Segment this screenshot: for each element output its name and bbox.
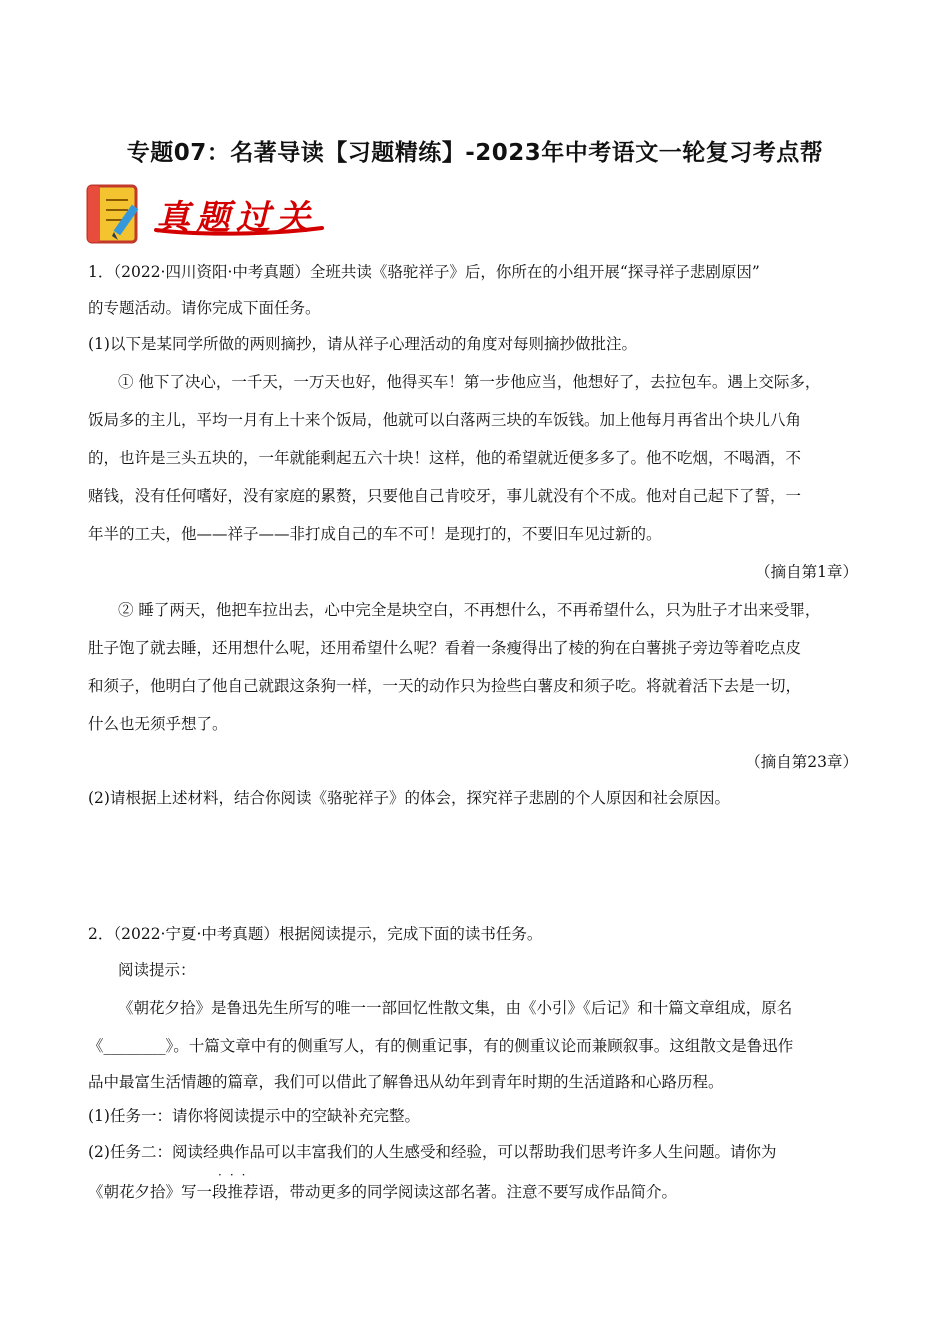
excerpt-line: 的，也许是三头五块的，一年就能剩起五六十块！这样，他的希望就近便多多了。他不吃烟，不喝酒，不 [88, 449, 802, 467]
hint-line: 品中最富生活情趣的篇章，我们可以借此了解鲁迅从幼年到青年时期的生活道路和心路历程。 [88, 1073, 724, 1091]
hint-label: 阅读提示： [118, 961, 196, 979]
hint-line: 《________》。十篇文章中有的侧重写人，有的侧重记事，有的侧重议论而兼顾叙事。这组散文是鲁迅作 [88, 1037, 794, 1055]
q1-task2: (2)请根据上述材料，结合你阅读《骆驼祥子》的体会，探究祥子悲剧的个人原因和社会原因。 [88, 789, 730, 807]
excerpt-line: 肚子饱了就去睡，还用想什么呢，还用希望什么呢？看着一条瘦得出了棱的狗在白薯挑子旁边等着吃点皮 [88, 639, 802, 657]
excerpt-line: 饭局多的主儿，平均一月有上十来个饭局，他就可以白落两三块的车饭钱。加上他每月再省出个块儿八角 [88, 411, 802, 429]
section-banner [86, 184, 326, 246]
q2-task1: (1)任务一：请你将阅读提示中的空缺补充完整。 [88, 1107, 420, 1125]
q1-intro: 1．（2022·四川资阳·中考真题）全班共读《骆驼祥子》后，你所在的小组开展“探寻祥子悲剧原因” [88, 263, 760, 281]
hint-line: 《朝花夕拾》是鲁迅先生所写的唯一一部回忆性散文集，由《小引》《后记》和十篇文章组成，原名 [118, 999, 793, 1017]
excerpt-line: 年半的工夫，他——祥子——非打成自己的车不可！是现打的，不要旧车见过新的。 [88, 525, 662, 543]
q1-intro: 的专题活动。请你完成下面任务。 [88, 299, 321, 317]
excerpt-line: ① 他下了决心，一千天，一万天也好，他得买车！第一步他应当，他想好了，去拉包车。遇上交际多， [118, 373, 821, 391]
excerpt-line: 和须子，他明白了他自己就跟这条狗一样，一天的动作只为捡些白薯皮和须子吃。将就着活下去是一切， [88, 677, 802, 695]
banner-text: 真题过关 [156, 198, 316, 238]
excerpt-line: 赌钱，没有任何嗜好，没有家庭的累赘，只要他自己肯咬牙，事儿就没有个不成。他对自己起下了誓，一 [88, 487, 802, 505]
excerpt-source: （摘自第23章） [745, 753, 858, 771]
excerpt-line: ② 睡了两天，他把车拉出去，心中完全是块空白，不再想什么，不再希望什么，只为肚子才出来受罪， [118, 601, 821, 619]
excerpt-line: 什么也无须乎想了。 [88, 715, 228, 733]
emphasis-marks: ··· [218, 1168, 254, 1182]
q1-task1: (1)以下是某同学所做的两则摘抄，请从祥子心理活动的角度对每则摘抄做批注。 [88, 335, 637, 353]
q2-task2: 《朝花夕拾》写一段推荐语，带动更多的同学阅读这部名著。注意不要写成作品简介。 [88, 1183, 678, 1201]
page-title: 专题07：名著导读【习题精练】-2023年中考语文一轮复习考点帮 [126, 140, 824, 166]
excerpt-source: （摘自第1章） [755, 563, 858, 581]
q2-task2: (2)任务二：阅读经典作品可以丰富我们的人生感受和经验，可以帮助我们思考许多人生问题。请你为 [88, 1143, 777, 1161]
q2-intro: 2．（2022·宁夏·中考真题）根据阅读提示，完成下面的读书任务。 [88, 925, 543, 943]
